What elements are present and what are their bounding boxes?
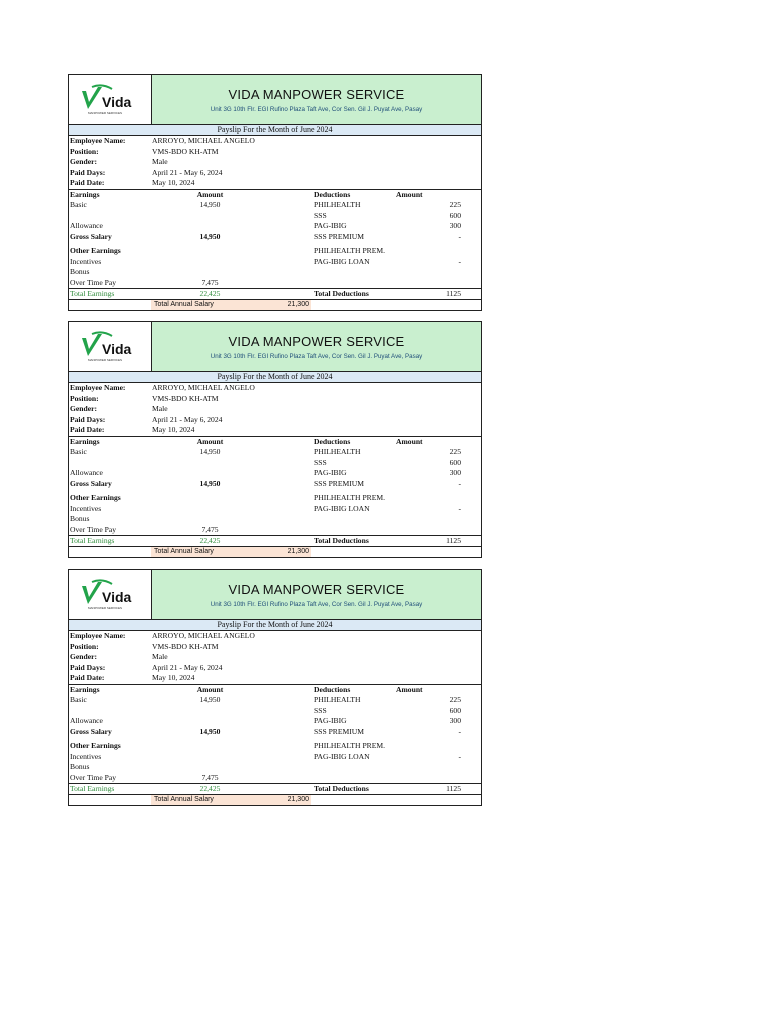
philhealth-prem-label: PHILHEALTH PREM.	[314, 246, 386, 255]
info-value: May 10, 2024	[152, 178, 195, 187]
annual-salary-row	[69, 299, 481, 310]
deductions-amount-header: Amount	[396, 189, 423, 199]
other-earnings-row	[69, 741, 481, 752]
earnings-header: Earnings	[70, 189, 100, 199]
total-deductions-label: Total Deductions	[314, 289, 369, 298]
title-cell	[152, 75, 481, 124]
info-label: Gender:	[70, 404, 97, 413]
overtime-label: Over Time Pay	[70, 524, 116, 534]
info-label: Employee Name:	[70, 383, 126, 392]
payslip-month-title: Payslip For the Month of June 2024	[69, 372, 481, 383]
company-name: VIDA MANPOWER SERVICE	[228, 581, 405, 597]
basic-row	[69, 200, 481, 211]
bonus-label: Bonus	[70, 514, 90, 523]
logo-subtext: MANPOWER SERVICES	[88, 110, 122, 115]
earnings-amount-header: Amount	[196, 684, 224, 694]
sss-premium-label: SSS PREMIUM	[314, 231, 365, 241]
company-address: Unit 3G 10th Flr. EGI Rufino Plaza Taft Ave, Cor Sen. Gil J. Puyat Ave, Pasay	[210, 600, 423, 608]
other-earnings-row	[69, 493, 481, 504]
company-logo	[69, 570, 152, 619]
info-row	[69, 642, 481, 653]
info-label: Paid Date:	[70, 425, 105, 434]
totals-row	[69, 288, 481, 299]
info-row	[69, 404, 481, 415]
payslip	[68, 569, 482, 806]
incentives-row	[69, 504, 481, 515]
sss-premium-value: -	[458, 726, 461, 736]
sss-row	[69, 211, 481, 222]
total-deductions-label: Total Deductions	[314, 536, 369, 545]
total-earnings-value: 22,425	[199, 536, 221, 545]
employee-info	[69, 383, 481, 436]
info-row	[69, 383, 481, 394]
overtime-row	[69, 278, 481, 289]
company-logo	[69, 75, 152, 124]
company-name: VIDA MANPOWER SERVICE	[228, 86, 405, 102]
allowance-row	[69, 716, 481, 727]
total-deductions-value: 1125	[446, 784, 461, 793]
bonus-row	[69, 762, 481, 773]
gross-value: 14,950	[199, 231, 221, 241]
sss-value: 600	[449, 210, 461, 220]
allowance-label: Allowance	[70, 468, 103, 477]
info-row	[69, 147, 481, 158]
totals-row	[69, 783, 481, 794]
info-value: ARROYO, MICHAEL ANGELO	[152, 136, 255, 145]
totals-row	[69, 535, 481, 546]
incentives-label: Incentives	[70, 503, 102, 513]
info-value: ARROYO, MICHAEL ANGELO	[152, 631, 255, 640]
payslip-header	[69, 75, 481, 125]
vida-logo-icon	[78, 330, 142, 364]
bonus-row	[69, 514, 481, 525]
other-earnings-label: Other Earnings	[70, 741, 121, 750]
gross-label: Gross Salary	[70, 231, 112, 241]
philhealth-label: PHILHEALTH	[314, 695, 361, 704]
bonus-label: Bonus	[70, 267, 90, 276]
incentives-label: Incentives	[70, 751, 102, 761]
incentives-label: Incentives	[70, 256, 102, 266]
philhealth-prem-label: PHILHEALTH PREM.	[314, 741, 386, 750]
allowance-row	[69, 468, 481, 479]
company-address: Unit 3G 10th Flr. EGI Rufino Plaza Taft Ave, Cor Sen. Gil J. Puyat Ave, Pasay	[210, 105, 423, 113]
employee-info	[69, 136, 481, 189]
info-row	[69, 168, 481, 179]
info-row	[69, 652, 481, 663]
pagibig-loan-value: -	[458, 503, 461, 513]
info-label: Employee Name:	[70, 631, 126, 640]
info-label: Position:	[70, 393, 99, 403]
vida-logo-icon	[78, 578, 142, 612]
philhealth-label: PHILHEALTH	[314, 447, 361, 456]
info-label: Position:	[70, 146, 99, 156]
overtime-value: 7,475	[201, 772, 219, 782]
gross-row	[69, 232, 481, 243]
info-row	[69, 136, 481, 147]
info-value: Male	[152, 652, 168, 661]
basic-value: 14,950	[199, 447, 221, 456]
info-value: Male	[152, 404, 168, 413]
deductions-amount-header: Amount	[396, 684, 423, 694]
pagibig-label: PAG-IBIG	[314, 716, 347, 725]
info-value: Male	[152, 157, 168, 166]
info-value: VMS-BDO KH-ATM	[152, 641, 219, 651]
total-deductions-label: Total Deductions	[314, 784, 369, 793]
payslip-month-title: Payslip For the Month of June 2024	[69, 620, 481, 631]
incentives-row	[69, 752, 481, 763]
payslip	[68, 321, 482, 558]
sss-premium-label: SSS PREMIUM	[314, 478, 365, 488]
pagibig-label: PAG-IBIG	[314, 221, 347, 230]
earnings-header: Earnings	[70, 684, 100, 694]
incentives-row	[69, 257, 481, 268]
payslip	[68, 74, 482, 311]
allowance-row	[69, 221, 481, 232]
annual-salary-label: Total Annual Salary	[154, 796, 214, 803]
sss-premium-value: -	[458, 478, 461, 488]
info-value: May 10, 2024	[152, 673, 195, 682]
logo-subtext: MANPOWER SERVICES	[88, 357, 122, 362]
info-label: Paid Date:	[70, 178, 105, 187]
info-value: April 21 - May 6, 2024	[152, 414, 223, 424]
annual-salary-label: Total Annual Salary	[154, 548, 214, 555]
overtime-label: Over Time Pay	[70, 772, 116, 782]
info-row	[69, 178, 481, 189]
bonus-row	[69, 267, 481, 278]
info-value: ARROYO, MICHAEL ANGELO	[152, 383, 255, 392]
pagibig-label: PAG-IBIG	[314, 468, 347, 477]
other-earnings-label: Other Earnings	[70, 246, 121, 255]
vida-logo-icon	[78, 83, 142, 117]
overtime-label: Over Time Pay	[70, 277, 116, 287]
philhealth-label: PHILHEALTH	[314, 200, 361, 209]
employee-info	[69, 631, 481, 684]
info-row	[69, 631, 481, 642]
deductions-amount-header: Amount	[396, 436, 423, 446]
title-cell	[152, 322, 481, 371]
philhealth-value: 225	[449, 695, 461, 704]
total-earnings-label: Total Earnings	[70, 784, 115, 793]
info-value: VMS-BDO KH-ATM	[152, 393, 219, 403]
total-earnings-value: 22,425	[199, 784, 221, 793]
total-earnings-label: Total Earnings	[70, 289, 115, 298]
company-logo	[69, 322, 152, 371]
earnings-amount-header: Amount	[196, 436, 224, 446]
info-label: Paid Days:	[70, 167, 106, 177]
payslip-month-title: Payslip For the Month of June 2024	[69, 125, 481, 136]
annual-salary-value: 21,300	[287, 548, 309, 555]
pagibig-loan-value: -	[458, 256, 461, 266]
total-earnings-value: 22,425	[199, 289, 221, 298]
sss-premium-value: -	[458, 231, 461, 241]
allowance-label: Allowance	[70, 716, 103, 725]
basic-row	[69, 695, 481, 706]
logo-subtext: MANPOWER SERVICES	[88, 605, 122, 610]
annual-salary-label: Total Annual Salary	[154, 301, 214, 308]
info-row	[69, 415, 481, 426]
basic-row	[69, 447, 481, 458]
info-value: April 21 - May 6, 2024	[152, 167, 223, 177]
sss-row	[69, 458, 481, 469]
sss-label: SSS	[314, 705, 327, 715]
company-address: Unit 3G 10th Flr. EGI Rufino Plaza Taft Ave, Cor Sen. Gil J. Puyat Ave, Pasay	[210, 352, 423, 360]
info-row	[69, 663, 481, 674]
info-label: Paid Date:	[70, 673, 105, 682]
gross-value: 14,950	[199, 478, 221, 488]
pagibig-loan-value: -	[458, 751, 461, 761]
logo-text: Vida	[102, 93, 132, 110]
basic-label: Basic	[70, 695, 87, 704]
basic-label: Basic	[70, 200, 87, 209]
column-headers-row	[69, 684, 481, 696]
deductions-header: Deductions	[314, 189, 351, 199]
info-row	[69, 157, 481, 168]
basic-value: 14,950	[199, 200, 221, 209]
annual-salary-value: 21,300	[287, 301, 309, 308]
info-value: VMS-BDO KH-ATM	[152, 146, 219, 156]
logo-text: Vida	[102, 340, 132, 357]
column-headers-row	[69, 189, 481, 201]
gross-label: Gross Salary	[70, 478, 112, 488]
sss-premium-label: SSS PREMIUM	[314, 726, 365, 736]
total-deductions-value: 1125	[446, 536, 461, 545]
total-deductions-value: 1125	[446, 289, 461, 298]
overtime-value: 7,475	[201, 277, 219, 287]
logo-text: Vida	[102, 588, 132, 605]
earnings-header: Earnings	[70, 436, 100, 446]
philhealth-value: 225	[449, 447, 461, 456]
other-earnings-row	[69, 246, 481, 257]
annual-salary-row	[69, 546, 481, 557]
pagibig-value: 300	[449, 716, 461, 725]
deductions-header: Deductions	[314, 684, 351, 694]
pagibig-loan-label: PAG-IBIG LOAN	[314, 751, 370, 761]
sss-label: SSS	[314, 457, 327, 467]
gross-row	[69, 479, 481, 490]
annual-salary-value: 21,300	[287, 796, 309, 803]
philhealth-prem-label: PHILHEALTH PREM.	[314, 493, 386, 502]
gross-value: 14,950	[199, 726, 221, 736]
overtime-row	[69, 525, 481, 536]
bonus-label: Bonus	[70, 762, 90, 771]
gross-label: Gross Salary	[70, 726, 112, 736]
info-label: Gender:	[70, 652, 97, 661]
title-cell	[152, 570, 481, 619]
pagibig-value: 300	[449, 221, 461, 230]
sss-label: SSS	[314, 210, 327, 220]
info-value: April 21 - May 6, 2024	[152, 662, 223, 672]
allowance-label: Allowance	[70, 221, 103, 230]
deductions-header: Deductions	[314, 436, 351, 446]
philhealth-value: 225	[449, 200, 461, 209]
info-label: Paid Days:	[70, 662, 106, 672]
info-row	[69, 673, 481, 684]
payslip-header	[69, 570, 481, 620]
gross-row	[69, 727, 481, 738]
column-headers-row	[69, 436, 481, 448]
overtime-row	[69, 773, 481, 784]
earnings-amount-header: Amount	[196, 189, 224, 199]
pagibig-loan-label: PAG-IBIG LOAN	[314, 503, 370, 513]
pagibig-value: 300	[449, 468, 461, 477]
info-label: Position:	[70, 641, 99, 651]
overtime-value: 7,475	[201, 524, 219, 534]
pagibig-loan-label: PAG-IBIG LOAN	[314, 256, 370, 266]
info-row	[69, 425, 481, 436]
company-name: VIDA MANPOWER SERVICE	[228, 333, 405, 349]
basic-value: 14,950	[199, 695, 221, 704]
sss-row	[69, 706, 481, 717]
other-earnings-label: Other Earnings	[70, 493, 121, 502]
annual-salary-row	[69, 794, 481, 805]
total-earnings-label: Total Earnings	[70, 536, 115, 545]
info-row	[69, 394, 481, 405]
info-label: Paid Days:	[70, 414, 106, 424]
sss-value: 600	[449, 705, 461, 715]
info-label: Employee Name:	[70, 136, 126, 145]
sss-value: 600	[449, 457, 461, 467]
basic-label: Basic	[70, 447, 87, 456]
payslip-header	[69, 322, 481, 372]
info-value: May 10, 2024	[152, 425, 195, 434]
info-label: Gender:	[70, 157, 97, 166]
